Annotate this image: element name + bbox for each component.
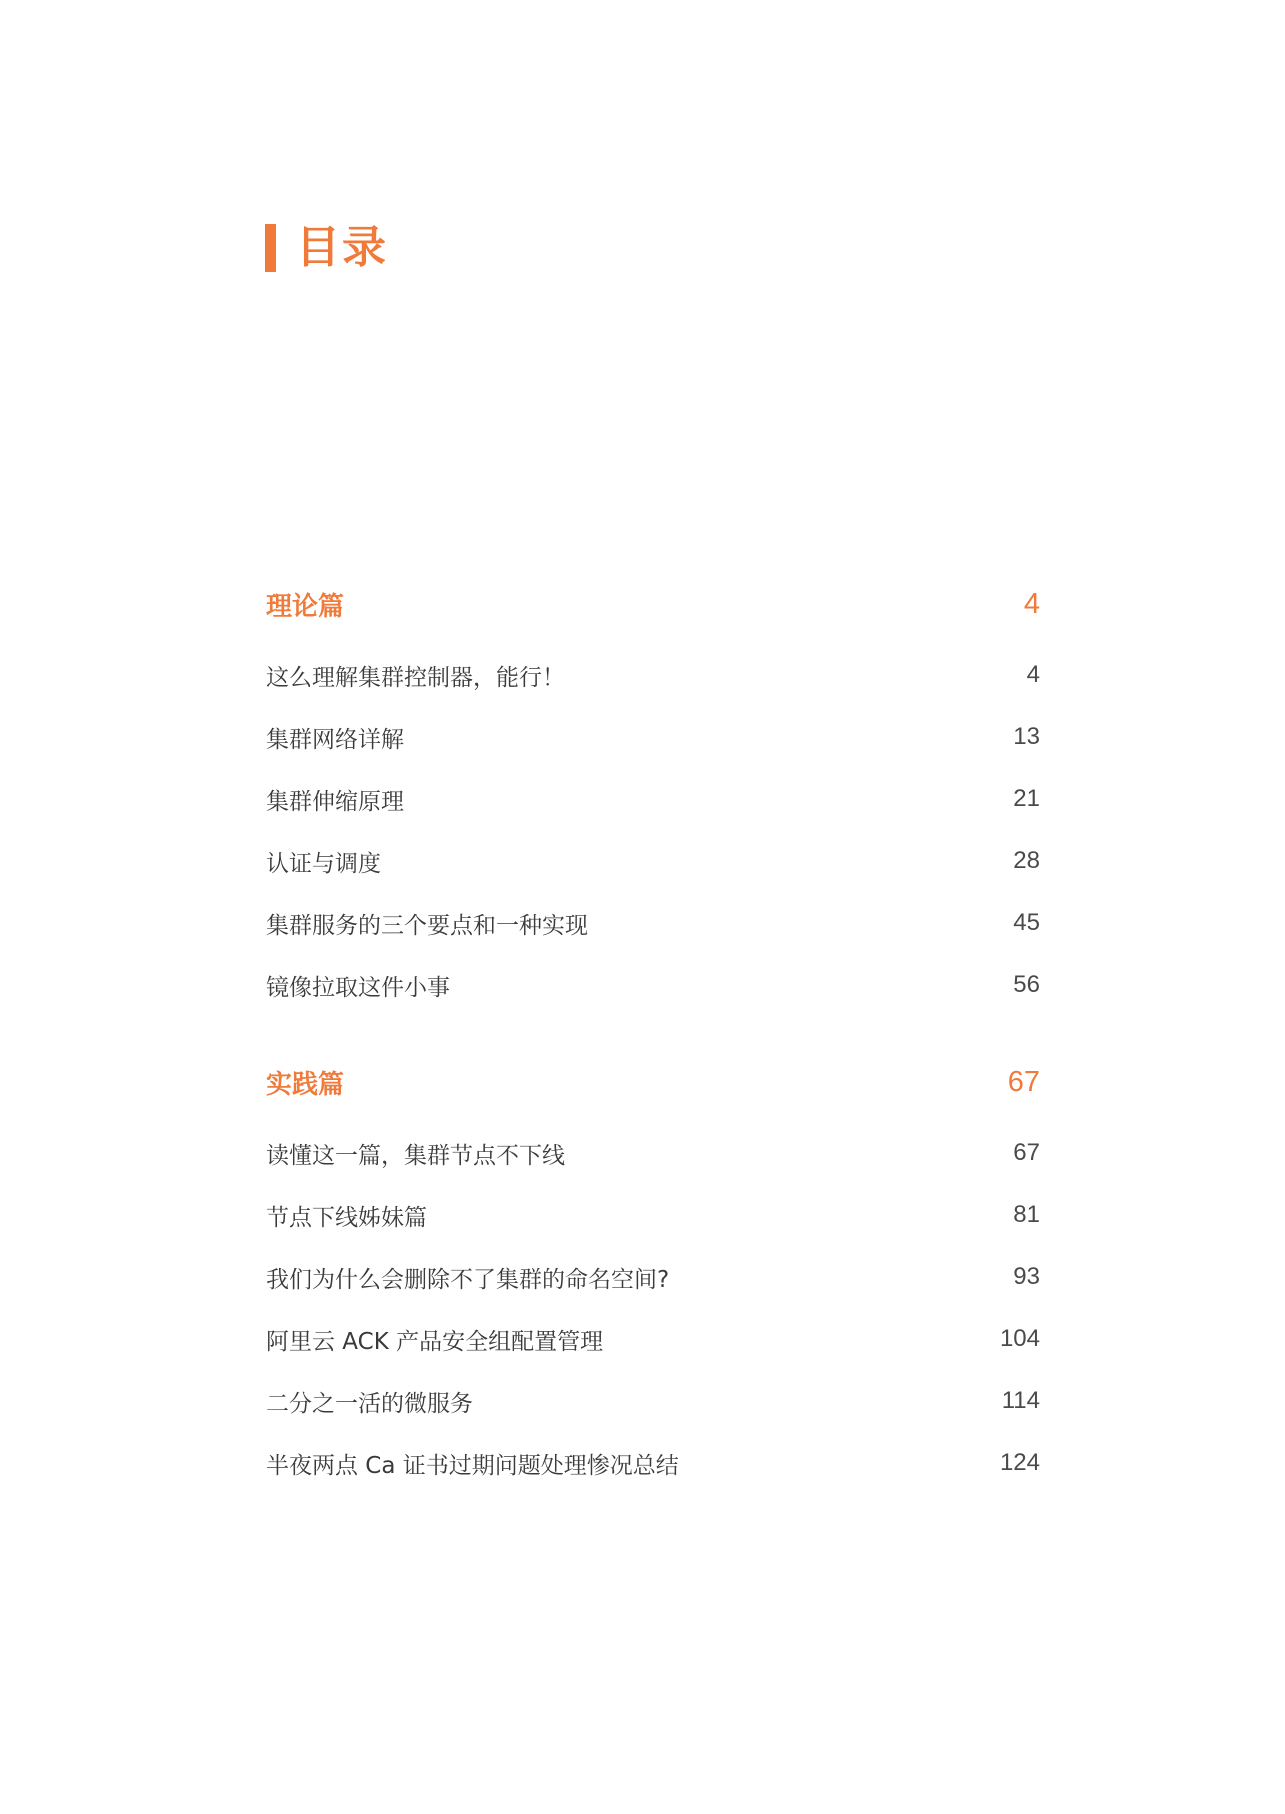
section-theory xyxy=(266,580,1040,1016)
entry-page-number: 67 xyxy=(1013,1139,1040,1166)
toc-entry[interactable] xyxy=(266,1122,1040,1184)
table-of-contents xyxy=(266,580,1040,1536)
toc-entry[interactable] xyxy=(266,768,1040,830)
toc-entry[interactable] xyxy=(266,706,1040,768)
entry-title: 半夜两点 Ca 证书过期问题处理惨况总结 xyxy=(266,1452,679,1479)
entry-title: 读懂这一篇，集群节点不下线 xyxy=(266,1142,565,1169)
toc-entry[interactable] xyxy=(266,1184,1040,1246)
entry-title: 集群网络详解 xyxy=(266,726,404,753)
entry-page-number: 93 xyxy=(1013,1263,1040,1290)
entry-title: 镜像拉取这件小事 xyxy=(266,974,450,1001)
entry-page-number: 21 xyxy=(1013,785,1040,812)
entry-page-number: 4 xyxy=(1026,661,1040,688)
toc-entry[interactable] xyxy=(266,892,1040,954)
toc-entry[interactable] xyxy=(266,1370,1040,1432)
section-page-number: 67 xyxy=(1007,1065,1040,1098)
toc-header xyxy=(265,220,388,276)
accent-bar xyxy=(265,224,276,272)
entry-page-number: 28 xyxy=(1013,847,1040,874)
toc-entry[interactable] xyxy=(266,1308,1040,1370)
entry-title: 这么理解集群控制器，能行！ xyxy=(266,664,565,691)
section-heading[interactable] xyxy=(266,580,1040,628)
entry-title: 节点下线姊妹篇 xyxy=(266,1204,427,1231)
toc-entry[interactable] xyxy=(266,1432,1040,1494)
entry-page-number: 114 xyxy=(1001,1387,1040,1414)
entry-title: 集群伸缩原理 xyxy=(266,788,404,815)
section-page-number: 4 xyxy=(1023,587,1040,620)
section-title: 理论篇 xyxy=(266,591,345,622)
entry-title: 集群服务的三个要点和一种实现 xyxy=(266,912,588,939)
toc-entry[interactable] xyxy=(266,644,1040,706)
toc-entry[interactable] xyxy=(266,954,1040,1016)
entry-page-number: 124 xyxy=(999,1449,1040,1476)
section-heading[interactable] xyxy=(266,1058,1040,1106)
entry-page-number: 104 xyxy=(999,1325,1040,1352)
toc-entry[interactable] xyxy=(266,1246,1040,1308)
entry-page-number: 13 xyxy=(1013,723,1040,750)
page-title: 目录 xyxy=(296,222,388,273)
entry-title: 认证与调度 xyxy=(266,850,381,877)
section-practice xyxy=(266,1058,1040,1494)
entry-page-number: 81 xyxy=(1013,1201,1040,1228)
entry-page-number: 45 xyxy=(1013,909,1040,936)
toc-entry[interactable] xyxy=(266,830,1040,892)
section-title: 实践篇 xyxy=(266,1069,345,1100)
entry-title: 我们为什么会删除不了集群的命名空间? xyxy=(266,1266,670,1293)
entry-page-number: 56 xyxy=(1013,971,1040,998)
entry-title: 阿里云 ACK 产品安全组配置管理 xyxy=(266,1328,604,1355)
entry-title: 二分之一活的微服务 xyxy=(266,1390,473,1417)
